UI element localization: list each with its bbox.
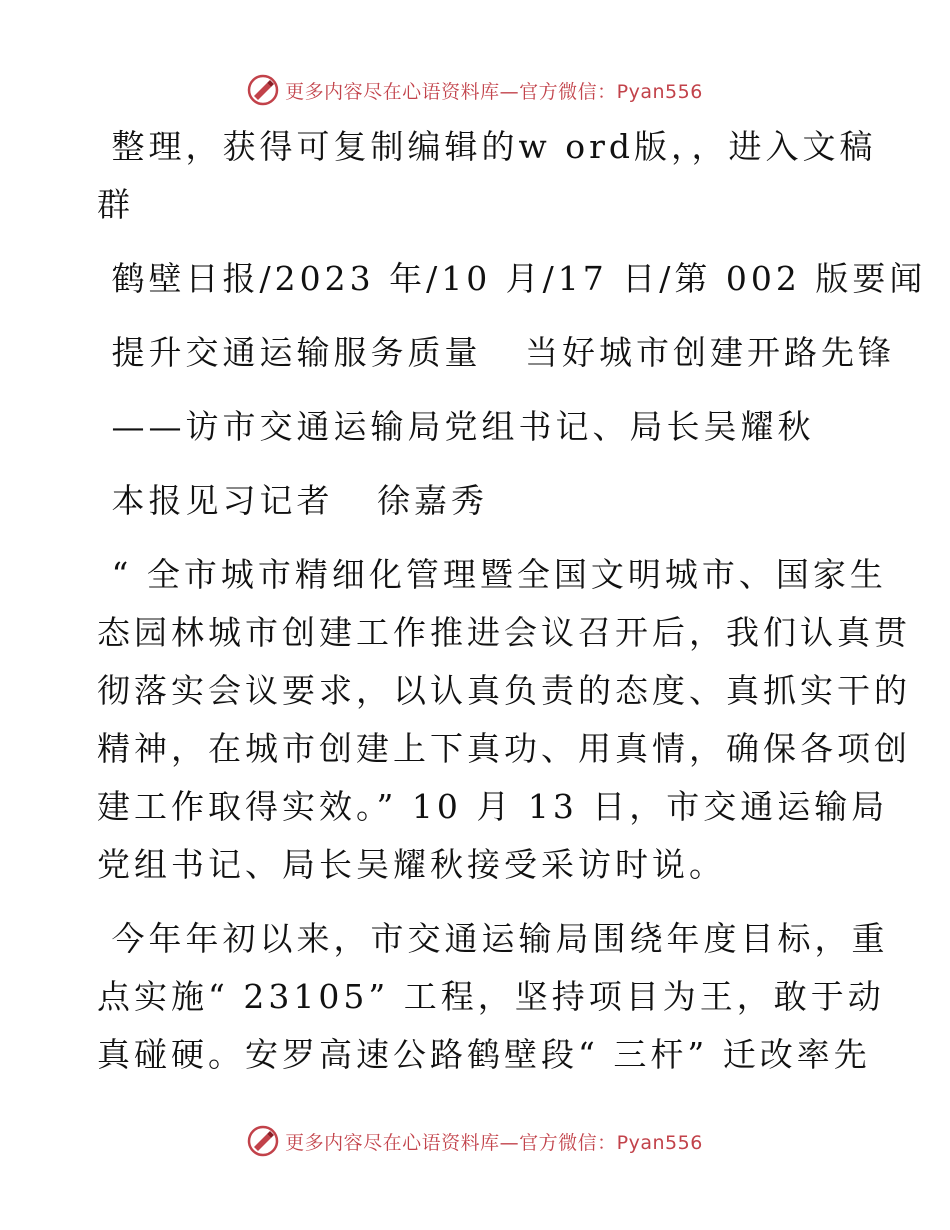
watermark-text: 更多内容尽在心语资料库—官方微信：Pyan556 — [285, 1131, 703, 1154]
article-body — [97, 118, 927, 1084]
intro-line-2: 群 — [97, 185, 134, 224]
paragraph-line: 精神，在城市创建上下真功、用真情，确保各项创 — [97, 729, 911, 768]
paragraph-line: “ 全市城市精细化管理暨全国文明城市、国家生 — [97, 555, 887, 594]
byline: 本报见习记者 徐嘉秀 — [97, 481, 488, 520]
paragraph-line: 点实施“ 23105” 工程，坚持项目为王，敢于动 — [97, 977, 885, 1016]
paragraph-line: 真碰硬。安罗高速公路鹤壁段“ 三杆” 迁改率先 — [97, 1035, 871, 1074]
watermark-banner-bottom — [0, 1121, 950, 1161]
paragraph-line: 建工作取得实效。” 10 月 13 日，市交通运输局 — [97, 787, 889, 826]
paragraph-2 — [97, 910, 889, 1084]
paragraph-line: 态园林城市创建工作推进会议召开后，我们认真贯 — [97, 613, 911, 652]
source-line: 鹤壁日报/2023 年/10 月/17 日/第 002 版要闻 — [97, 259, 927, 298]
paragraph-line: 彻落实会议要求，以认真负责的态度、真抓实干的 — [97, 671, 911, 710]
intro-line-1: 整理，获得可复制编辑的w ord版，，进入文稿 — [97, 127, 877, 166]
headline: 提升交通运输服务质量 当好城市创建开路先锋 — [97, 333, 895, 372]
paragraph-line: 党组书记、局长吴耀秋接受采访时说。 — [97, 845, 726, 884]
pen-logo-icon — [247, 1125, 279, 1157]
subheadline: ——访市交通运输局党组书记、局长吴耀秋 — [97, 407, 815, 446]
pen-logo-icon — [247, 74, 279, 106]
watermark-banner-top — [0, 70, 950, 110]
paragraph-1 — [97, 546, 911, 894]
paragraph-line: 今年年初以来，市交通运输局围绕年度目标，重 — [97, 919, 889, 958]
watermark-text: 更多内容尽在心语资料库—官方微信：Pyan556 — [285, 80, 703, 103]
